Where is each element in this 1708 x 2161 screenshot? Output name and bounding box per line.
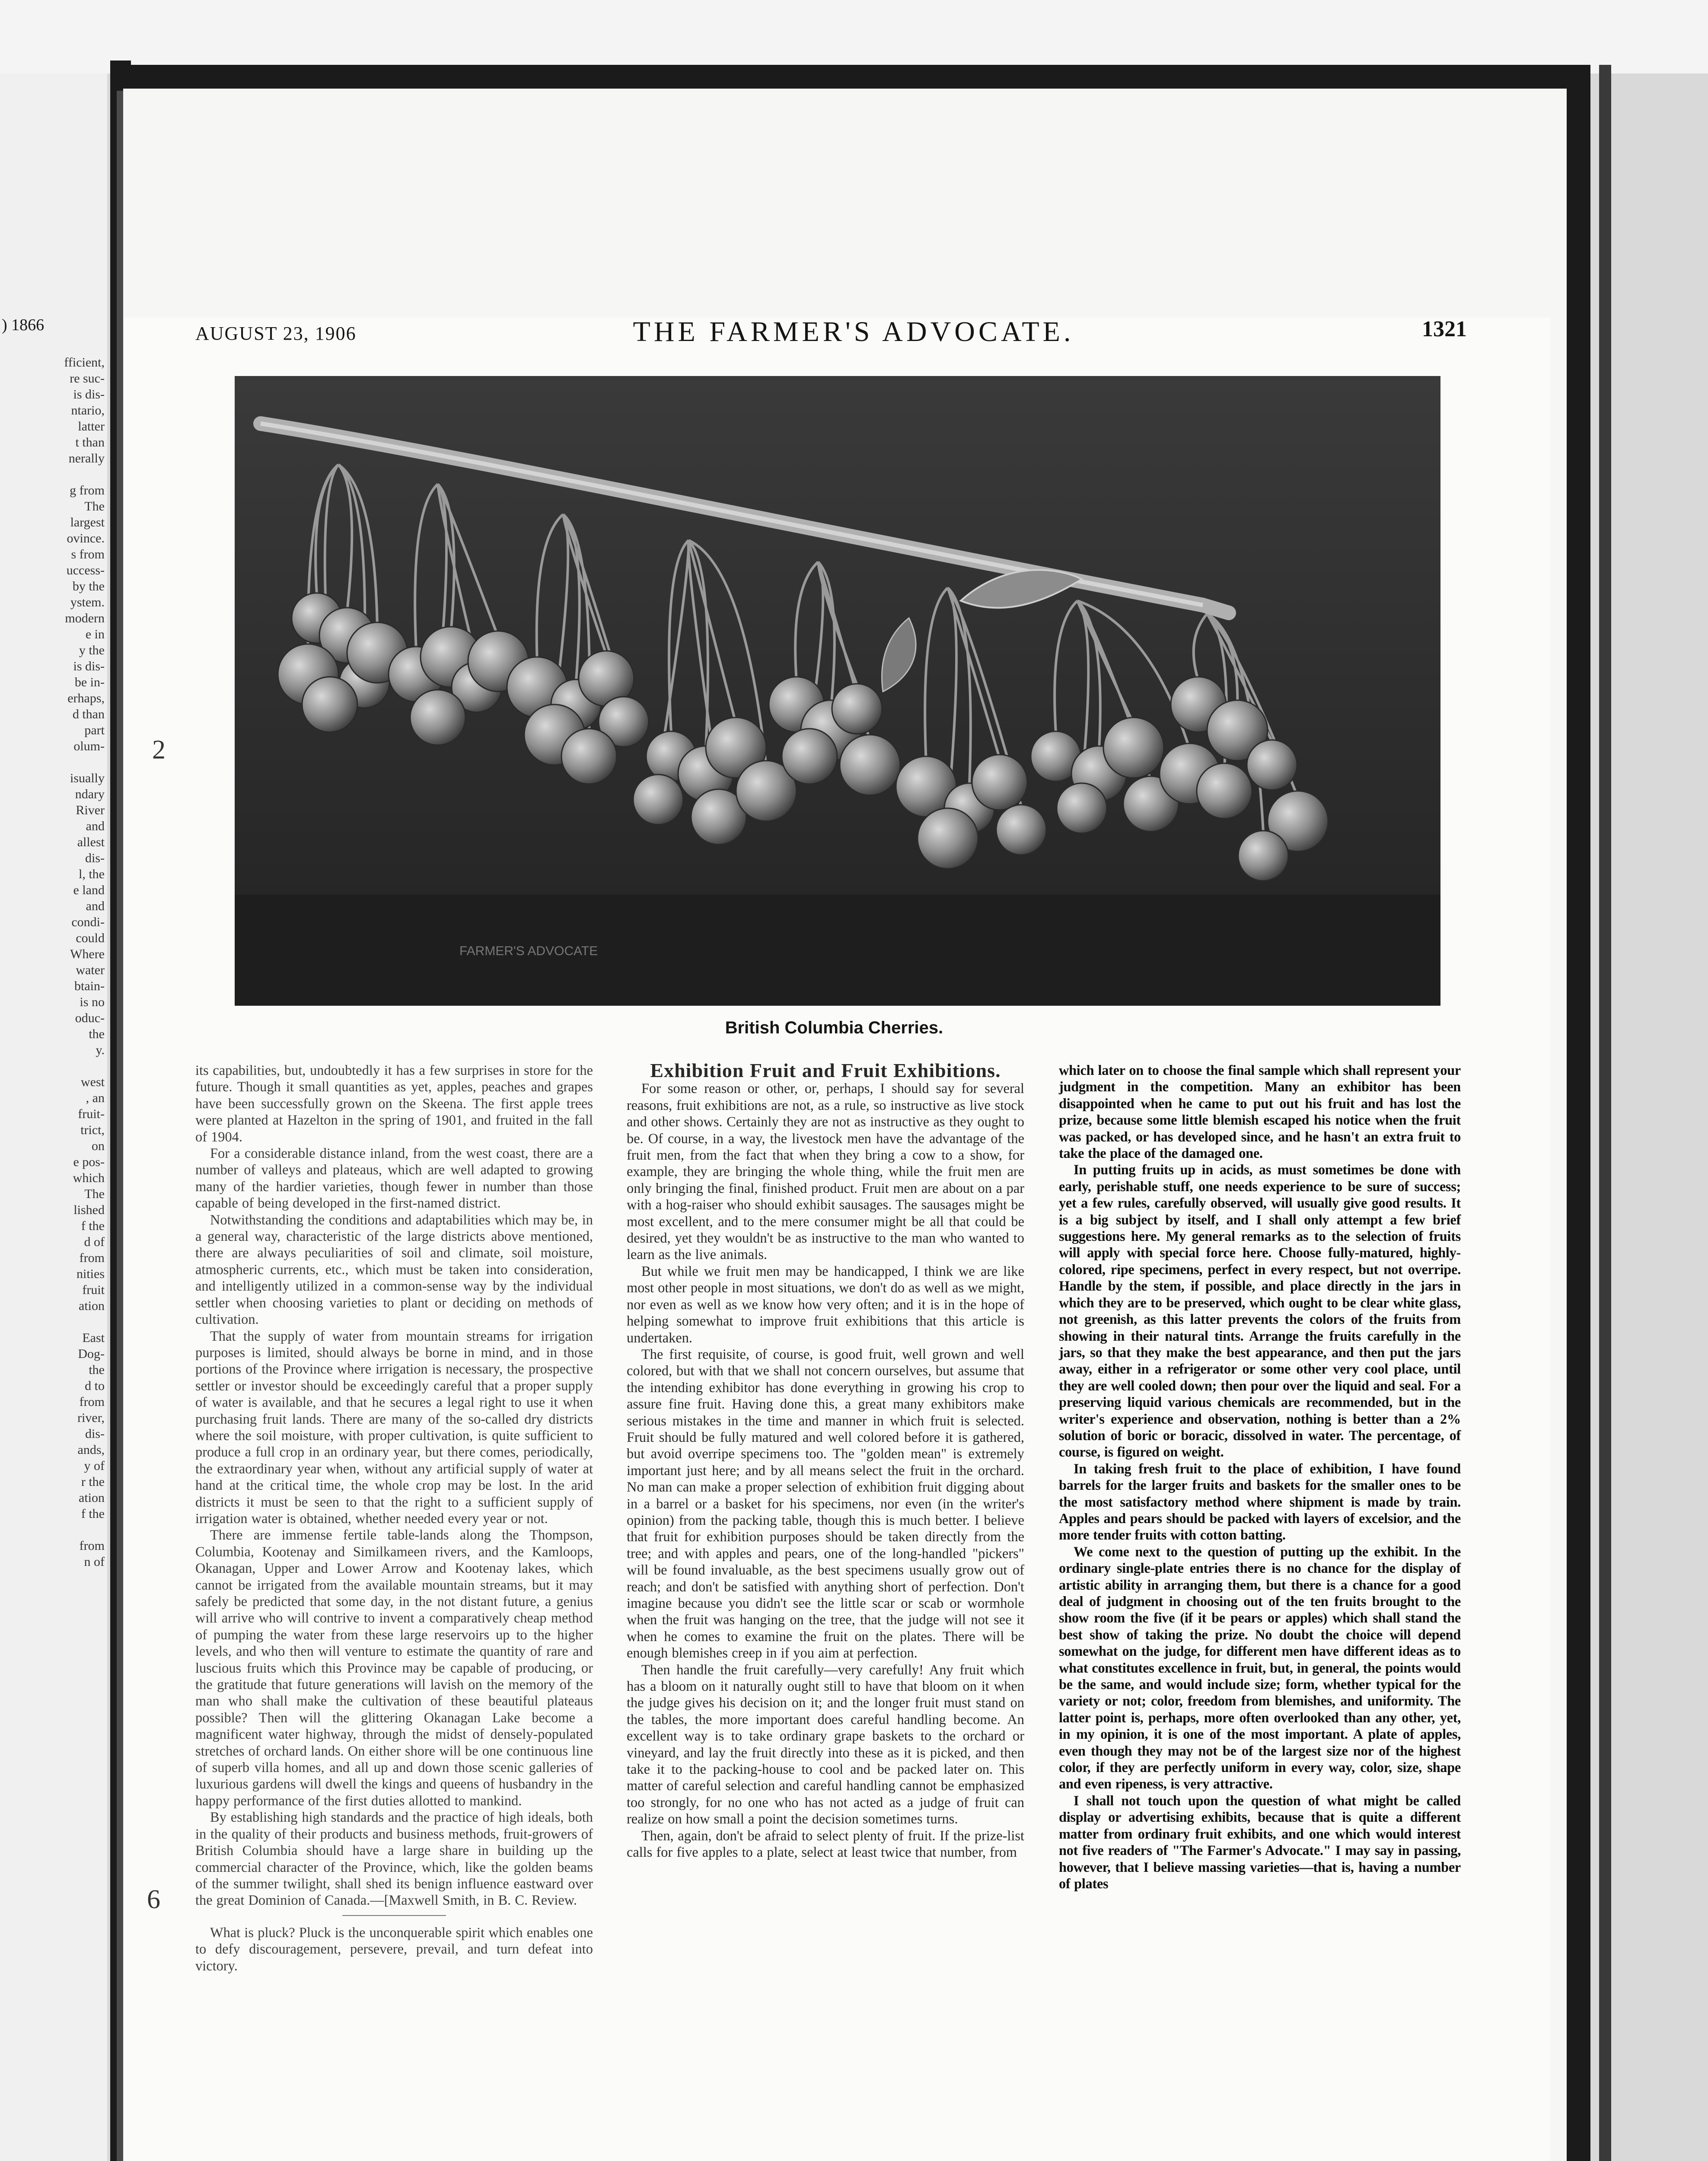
cherry xyxy=(840,735,900,795)
cherry xyxy=(1238,831,1288,881)
previous-page-line: r the xyxy=(81,1475,105,1489)
cherry xyxy=(1197,763,1252,819)
previous-page-line: be in- xyxy=(74,675,105,689)
previous-page-line: west xyxy=(81,1075,105,1089)
film-border-right xyxy=(1567,65,1590,2161)
previous-page-line: by the xyxy=(72,579,105,593)
previous-page-line: y. xyxy=(96,1043,105,1057)
previous-page-line: d of xyxy=(84,1235,105,1249)
previous-page-line: re suc- xyxy=(70,371,105,386)
previous-page-line: on xyxy=(92,1139,105,1153)
col3-paragraph-4: We come next to the question of putting up the exhibit. In the ordinary single-plate entries there is no chance for the display of artistic ability in arranging them, but there is a chance for a good deal of judgment in choosing out of the ten fruits brought to the show room the five (if it be pears or apples) which shall stand the best show of taking the prize. No doubt the choice will depend somewhat on the judge, for different men have different ideas as to what constitutes excellence in fruit, but, in general, the points would be the same, and would include size; form, whether typical for the variety or not; color, freedom from blemishes, and uniformity. The latter point is, perhaps, more often overlooked than any other, yet, in my opinion, it is one of the most important. A plate of apples, even though they may not be of the largest size nor of the highest color, if they are perfectly uniform in every way, color, size, shape and even ripeness, is very attractive. xyxy=(1059,1544,1461,1792)
previous-page-text xyxy=(1,354,105,1570)
previous-page-line xyxy=(1,1058,105,1074)
previous-page-line: is dis- xyxy=(73,387,105,402)
previous-page-line: dis- xyxy=(85,1427,105,1441)
cherry xyxy=(918,808,978,869)
previous-page-line: and xyxy=(86,819,105,833)
previous-page-line: river, xyxy=(77,1411,105,1425)
previous-page-line: nerally xyxy=(68,451,105,465)
previous-page-line: ation xyxy=(79,1491,105,1505)
col3-paragraph-3: In taking fresh fruit to the place of exhibition, I have found barrels for the larger fruits and baskets for the smaller ones to be the most satisfactory method where shipment is made by train. Apples and pears should be packed with layers of excelsior, and the more tender fruits with cotton batting. xyxy=(1059,1461,1461,1543)
previous-page-line: River xyxy=(76,803,105,817)
previous-page-line: ndary xyxy=(75,787,105,801)
previous-page-line: f the xyxy=(81,1507,105,1521)
previous-page-line: d than xyxy=(72,707,105,721)
previous-page-line: uccess- xyxy=(66,563,105,577)
previous-page-line: fficient, xyxy=(64,355,105,370)
previous-page-line: water xyxy=(76,963,105,977)
previous-page-line: The xyxy=(84,1187,105,1201)
photo-plate-mark: FARMER'S ADVOCATE xyxy=(459,944,598,958)
col1-paragraph-1: its capabilities, but, undoubtedly it has a few surprises in store for the future. Though it small quantities as yet, apples, peaches and grapes have been successfully grown on the Skeena. The first apple trees were planted at Hazelton in the spring of 1901, and fruited in the fall of 1904. xyxy=(195,1063,593,1145)
cherry xyxy=(1057,783,1107,833)
previous-page-line: latter xyxy=(78,419,105,433)
previous-page-line: ation xyxy=(79,1299,105,1313)
column-rule xyxy=(342,1915,446,1916)
previous-page-line: fruit- xyxy=(78,1107,105,1121)
scan-top-margin xyxy=(0,0,1708,73)
previous-page-line: d to xyxy=(85,1379,105,1393)
col2-paragraph-1: For some reason or other, or, perhaps, I should say for several reasons, fruit exhibitions are not, as a rule, so instructive as live stock and other shows. Certainly they are not as instructive as they ought to be. Of course, in a way, the livestock men have the advantage of the fruit men, from the fact that when they bring a cow to a show, for example, they are bringing the whole thing, while the fruit men are only bringing the final, finished product. Fruit men are about on a par with a hog-raiser who should exhibit sausages. The sausages might be most excellent, and to the mere consumer might be all that could be desired, yet they wouldn't be as instructive to the man who wanted to learn as the live animals. xyxy=(627,1081,1024,1263)
previous-page-line: Dog- xyxy=(78,1347,105,1361)
previous-page-line: isually xyxy=(70,771,105,785)
previous-page-line: btain- xyxy=(74,979,105,993)
col2-paragraph-5: Then, again, don't be afraid to select plenty of fruit. If the prize-list calls for five apples to a plate, select at least twice that number, from xyxy=(627,1828,1024,1861)
previous-page-line: erhaps, xyxy=(67,691,105,705)
masthead-title: THE FARMER'S ADVOCATE. xyxy=(633,316,1074,347)
film-border-right-inner xyxy=(1599,65,1611,2161)
previous-page-line: Where xyxy=(70,947,105,961)
previous-page-line: from xyxy=(79,1539,105,1553)
article-column-2 xyxy=(627,1059,1024,1861)
previous-page-line: ntario, xyxy=(71,403,105,418)
col3-paragraph-1: which later on to choose the final sample which shall represent your judgment in the competition. Many an exhibitor has been disappointed when he came to put out his fruit and has lost the prize, because some little blemish escaped his notice when the fruit was packed, or has developed since, and he hasn't an extra fruit to take the place of the damaged one. xyxy=(1059,1063,1461,1162)
previous-page-line: y of xyxy=(84,1459,105,1473)
cherry xyxy=(633,775,683,825)
previous-page-line: fruit xyxy=(82,1283,105,1297)
film-border-top xyxy=(110,65,1588,91)
cherry xyxy=(410,690,465,745)
col1-paragraph-5: There are immense fertile table-lands along the Thompson, Columbia, Kootenay and Similkameen rivers, and the Kamloops, Okanagan, Upper and Lower Arrow and Kootenay lakes, which cannot be irrigated from the available mountain streams, but it may safely be predicted that some day, in the not distant future, a genius will arrive who will contrive to invent a comparatively cheap method of pumping the water from these large reservoirs up to the higher levels, and who then will venture to estimate the quantity of rare and luscious fruits which this Province may be capable of producing, or the gratitude that future generations will lavish on the memory of the man who shall make the cultivation of these beautiful plateaus possible? Then will the glittering Okanagan Lake become a magnificent water highway, through the midst of densely-populated stretches of orchard lands. On either shore will be one continuous line of superb villa homes, and all up and down those scenic galleries of luxurious gardens will dwell the kings and queens of husbandry in the happy performance of the first duties allotted to mankind. xyxy=(195,1527,593,1809)
previous-page-line xyxy=(1,1522,105,1538)
previous-page-line xyxy=(1,754,105,770)
photo-caption: British Columbia Cherries. xyxy=(725,1018,943,1037)
cherry xyxy=(996,805,1046,855)
previous-page-line: oduc- xyxy=(75,1011,105,1025)
col1-paragraph-6: By establishing high standards and the practice of high ideals, both in the quality of their products and business methods, fruit-growers of British Columbia should have a large share in building up the commercial character of the Province, which, like the golden beams of the summer twilight, shall shed its benign influence eastward over the great Dominion of Canada.—[Maxwell Smith, in B. C. Review. xyxy=(195,1810,593,1909)
previous-page-line: allest xyxy=(77,835,105,849)
previous-page-line: the xyxy=(89,1363,105,1377)
previous-page-line: , an xyxy=(86,1091,105,1105)
previous-page-line: nities xyxy=(76,1267,105,1281)
previous-page-line: which xyxy=(73,1171,105,1185)
cherry xyxy=(972,755,1027,810)
previous-page-line: s from xyxy=(71,547,105,561)
pluck-paragraph: What is pluck? Pluck is the unconquerable spirit which enables one to defy discouragement, persevere, prevail, and turn defeat into victory. xyxy=(195,1925,593,1974)
previous-page-line: modern xyxy=(65,611,105,625)
previous-page-line: The xyxy=(84,499,105,513)
issue-date: AUGUST 23, 1906 xyxy=(195,323,357,344)
previous-page-line: dis- xyxy=(85,851,105,865)
margin-mark-upper: 2 xyxy=(152,735,166,765)
cherry xyxy=(832,684,882,734)
previous-page-fragment xyxy=(0,73,107,2161)
previous-page-line: from xyxy=(79,1395,105,1409)
previous-page-year: ) 1866 xyxy=(2,316,45,334)
previous-page-line: is no xyxy=(80,995,105,1009)
previous-page-line: n of xyxy=(84,1555,105,1569)
previous-page-line xyxy=(1,1314,105,1330)
article-column-3 xyxy=(1059,1062,1461,1892)
previous-page-line xyxy=(1,466,105,482)
previous-page-line: condi- xyxy=(71,915,105,929)
previous-page-line: g from xyxy=(70,483,105,497)
previous-page-line: could xyxy=(76,931,105,945)
previous-page-line: the xyxy=(89,1027,105,1041)
col3-paragraph-2: In putting fruits up in acids, as must sometimes be done with early, perishable stuff, one needs experience to be sure of success; yet a few rules, carefully observed, will usually give good results. It is a big subject by itself, and I shall only attempt a few brief suggestions here. My general remarks as to the selection of fruits will apply with special force here. Choose fully-matured, highly-colored, ripe specimens, perfect in every respect, but not overripe. Handle by the stem, if possible, and place directly in the jars in which they are to be preserved, which ought to be clear white glass, not greenish, as this latter prevents the colors of the fruits from showing in their natural tints. Arrange the fruits carefully in the jars, so that they make the best appearance, and then put the jars away, either in a refrigerator or some other very cool place, until they are well cooled down; then pour over the liquid and seal. For a preserving liquid various chemicals are recommended, but in the writer's experience and observation, nothing is better than a 2% solution of boric or boracic, dissolved in water. The percentage, of course, is figured on weight. xyxy=(1059,1162,1461,1460)
col1-paragraph-4: That the supply of water from mountain streams for irrigation purposes is limited, should always be borne in mind, and in those portions of the Province where irrigation is necessary, the prospective settler or investor should be exceedingly careful that a proper supply of water is available, and that he secures a legal right to use it when purchasing fruit lands. There are many of the so-called dry districts where the soil moisture, with proper cultivation, is quite sufficient to produce a full crop in an ordinary year, but there comes, periodically, the extraordinary year when, without any artificial supply of water at hand at the critical time, the whole crop may be lost. In the arid districts it must be seen to that the right to a sufficient supply of irrigation water is obtained, whether needed every year or not. xyxy=(195,1328,593,1527)
col3-paragraph-5: I shall not touch upon the question of what might be called display or advertising exhibits, because that is quite a different matter from ordinary fruit exhibits, and one which would interest not five readers of "The Farmer's Advocate." I may say in passing, however, that I believe massing varieties—that is, having a number of plates xyxy=(1059,1793,1461,1892)
page-number: 1321 xyxy=(1422,317,1467,341)
previous-page-line: lished xyxy=(73,1203,105,1217)
cherries-photograph xyxy=(235,376,1440,1006)
previous-page-line: f the xyxy=(81,1219,105,1233)
previous-page-line: l, the xyxy=(79,867,105,881)
previous-page-line: is dis- xyxy=(73,659,105,673)
previous-page-line: largest xyxy=(70,515,105,529)
previous-page-line: t than xyxy=(75,435,105,449)
previous-page-line: ands, xyxy=(77,1443,105,1457)
article-column-1 xyxy=(195,1062,593,1974)
previous-page-line: e pos- xyxy=(73,1155,105,1169)
previous-page-line: olum- xyxy=(73,739,105,753)
cherry xyxy=(1247,740,1297,790)
article-heading: Exhibition Fruit and Fruit Exhibitions. xyxy=(650,1059,1001,1081)
col2-paragraph-2: But while we fruit men may be handicapped, I think we are like most other people in most situations, we don't do as well as we might, nor even as well as we know how very often; and it is in the hope of helping somewhat to improve fruit exhibitions that this article is undertaken. xyxy=(627,1263,1024,1346)
previous-page-line: ystem. xyxy=(70,595,105,609)
col2-paragraph-4: Then handle the fruit carefully—very carefully! Any fruit which has a bloom on it naturally ought still to have that bloom on it when the judge gives his decision on it; and the longer fruit must stand on the tables, the more important does careful handling become. An excellent way is to take ordinary grape baskets to the orchard or vineyard, and lay the fruit directly into these as it is picked, and then take it to the packing-house to cool and be packed later on. This matter of careful selection and careful handling cannot be emphasized too strongly, for no one who has not acted as a judge of fruit can realize on how small a point the decision sometimes turns. xyxy=(627,1662,1024,1827)
previous-page-line: y the xyxy=(79,643,105,657)
col2-paragraph-3: The first requisite, of course, is good fruit, well grown and well colored, but with that we shall not concern ourselves, but assume that the intending exhibitor has done everything in growing his crop to assure fine fruit. Having done this, a great many exhibitors make serious mistakes in the time and manner in which fruit is selected. Fruit should be fully matured and well colored before it is gathered, but avoid overripe specimens too. The "golden mean" is extremely important just here; and by all means select the fruit in the orchard. No man can make a proper selection of exhibition fruit digging about in a barrel or a basket for his specimens, nor even (in the writer's opinion) from the packing table, though this is much better. I believe that fruit for exhibition purposes should be taken directly from the tree; and with apples and pears, one of the long-handled "pickers" will be found invaluable, as the best specimens usually grow out of reach; and don't be satisfied with anything short of perfection. Don't imagine because you didn't see the little scar or scab or wormhole when the fruit was hanging on the tree, that the judge will not see it when he comes to examine the fruit on the plates. There will be enough blemishes creep in if you aim at perfection. xyxy=(627,1346,1024,1661)
previous-page-line: e land xyxy=(73,883,105,897)
previous-page-line: from xyxy=(79,1251,105,1265)
cherry xyxy=(302,677,357,732)
cherry xyxy=(782,729,837,784)
previous-page-line: and xyxy=(86,899,105,913)
previous-page-line: part xyxy=(84,723,105,737)
margin-mark-lower: 6 xyxy=(147,1885,160,1914)
previous-page-line: trict, xyxy=(80,1123,105,1137)
cherries-illustration xyxy=(235,376,1440,1006)
cherry xyxy=(561,729,617,784)
previous-page-line: East xyxy=(82,1331,105,1345)
previous-page-line: e in xyxy=(85,627,105,641)
cherry xyxy=(1103,717,1164,778)
previous-page-line: ovince. xyxy=(67,531,105,545)
col1-paragraph-3: Notwithstanding the conditions and adaptabilities which may be, in a general way, characteristic of the large districts above mentioned, there are always peculiarities of soil and climate, soil moisture, atmospheric currents, etc., which must be taken into consideration, and intelligently utilized in a common-sense way by the individual settler when choosing varieties to plant or deciding on methods of cultivation. xyxy=(195,1212,593,1328)
col1-paragraph-2: For a considerable distance inland, from the west coast, there are a number of valleys and plateaus, which are well adapted to growing many of the hardier varieties, though fewer in number than those capable of being developed in the first-named district. xyxy=(195,1146,593,1211)
